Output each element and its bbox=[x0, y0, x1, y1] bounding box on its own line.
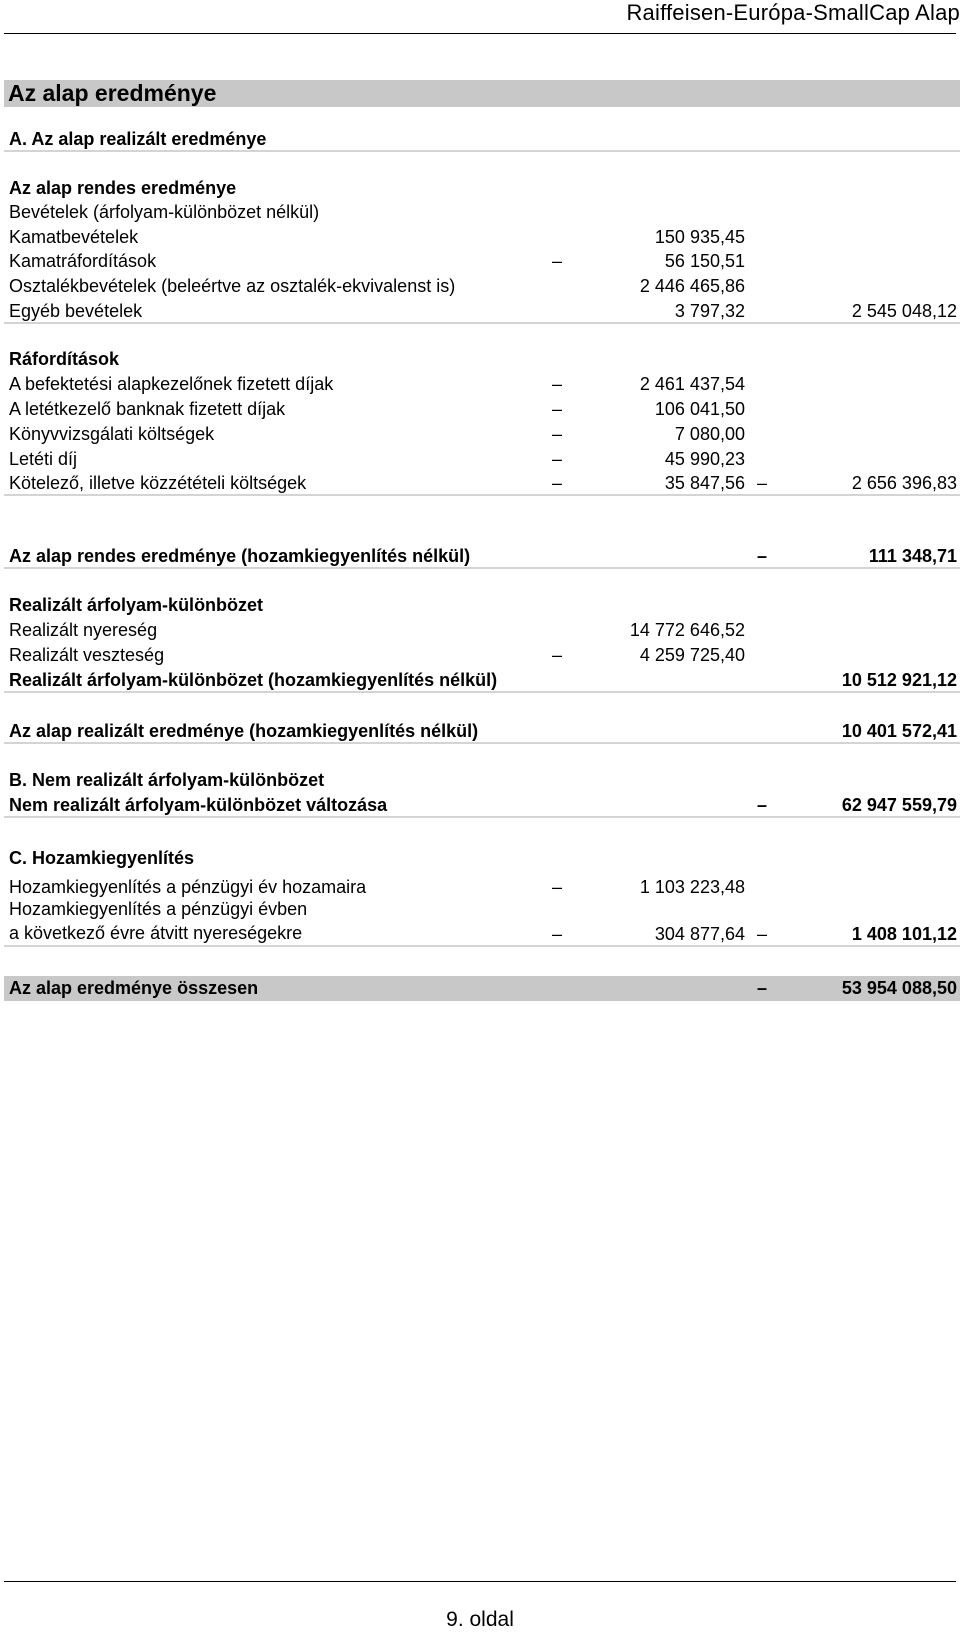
row-label: Hozamkiegyenlítés a pénzügyi év hozamaira bbox=[9, 877, 367, 897]
row-label: Nem realizált árfolyam-különbözet változása bbox=[9, 795, 388, 815]
row-subtotal: 2 545 048,12 bbox=[851, 301, 957, 321]
negative-sign: – bbox=[757, 546, 768, 566]
row-label: Az alap eredménye összesen bbox=[9, 978, 259, 998]
row-subtotal: 62 947 559,79 bbox=[841, 795, 957, 815]
heading-b-unrealized-difference bbox=[4, 767, 960, 793]
row-label: Kamatbevételek bbox=[9, 227, 139, 247]
heading-ordinary-result bbox=[4, 175, 960, 201]
row-subtotal: 10 512 921,12 bbox=[841, 670, 957, 690]
row-label: C. Hozamkiegyenlítés bbox=[9, 848, 195, 868]
row-subtotal: 2 656 396,83 bbox=[851, 473, 957, 493]
negative-sign: – bbox=[757, 795, 768, 815]
row-mandatory-publication-costs bbox=[4, 470, 960, 496]
row-dividend-income bbox=[4, 273, 960, 299]
row-amount: 45 990,23 bbox=[664, 449, 745, 469]
section-title: Az alap eredménye bbox=[4, 80, 960, 107]
row-label: Könyvvizsgálati költségek bbox=[9, 424, 215, 444]
row-label: A letétkezelő banknak fizetett díjak bbox=[9, 399, 286, 419]
row-audit-costs bbox=[4, 421, 960, 447]
heading-realized-difference bbox=[4, 592, 960, 618]
row-other-income bbox=[4, 298, 960, 324]
row-subtotal: 53 954 088,50 bbox=[841, 978, 957, 998]
negative-sign: – bbox=[552, 399, 563, 419]
row-label: Letéti díj bbox=[9, 449, 78, 469]
row-amount: 4 259 725,40 bbox=[639, 645, 745, 665]
heading-a-realized-result bbox=[4, 126, 960, 152]
row-label-line-1: Hozamkiegyenlítés a pénzügyi évben bbox=[9, 899, 308, 919]
row-equalization-carried-forward bbox=[4, 897, 960, 947]
row-label: A. Az alap realizált eredménye bbox=[9, 129, 267, 149]
negative-sign: – bbox=[552, 877, 563, 897]
heading-c-yield-equalization bbox=[4, 845, 960, 871]
row-amount: 35 847,56 bbox=[664, 473, 745, 493]
negative-sign: – bbox=[552, 449, 563, 469]
row-label: Az alap rendes eredménye bbox=[9, 178, 237, 198]
row-label: Az alap realizált eredménye (hozamkiegyenlítés nélkül) bbox=[9, 721, 479, 741]
negative-sign: – bbox=[757, 473, 768, 493]
negative-sign: – bbox=[552, 251, 563, 271]
row-label: Osztalékbevételek (beleértve az osztalék-ekvivalenst is) bbox=[9, 276, 456, 296]
row-amount: 56 150,51 bbox=[664, 251, 745, 271]
header-divider bbox=[4, 33, 956, 34]
row-subtotal: 111 348,71 bbox=[868, 546, 957, 566]
row-label: Bevételek (árfolyam-különbözet nélkül) bbox=[9, 202, 320, 222]
row-label: Realizált árfolyam-különbözet (hozamkiegyenlítés nélkül) bbox=[9, 670, 498, 690]
row-label: Realizált árfolyam-különbözet bbox=[9, 595, 264, 615]
row-interest-expense bbox=[4, 248, 960, 274]
row-subtotal: 1 408 101,12 bbox=[851, 924, 957, 944]
row-realized-gain bbox=[4, 617, 960, 643]
row-label: Kamatráfordítások bbox=[9, 251, 157, 271]
row-label: Az alap rendes eredménye (hozamkiegyenlítés nélkül) bbox=[9, 546, 471, 566]
row-amount: 7 080,00 bbox=[674, 424, 745, 444]
row-amount: 1 103 223,48 bbox=[639, 877, 745, 897]
negative-sign: – bbox=[552, 924, 563, 944]
row-label-line-2: a következő évre átvitt nyereségekre bbox=[9, 923, 303, 943]
row-label: A befektetési alapkezelőnek fizetett díjak bbox=[9, 374, 334, 394]
heading-expenses bbox=[4, 346, 960, 372]
negative-sign: – bbox=[757, 924, 768, 944]
row-realized-loss bbox=[4, 642, 960, 668]
row-amount: 2 446 465,86 bbox=[639, 276, 745, 296]
row-custodian-fees bbox=[4, 396, 960, 422]
row-amount: 3 797,32 bbox=[674, 301, 745, 321]
negative-sign: – bbox=[552, 424, 563, 444]
row-grand-total bbox=[4, 976, 960, 1001]
negative-sign: – bbox=[552, 645, 563, 665]
negative-sign: – bbox=[757, 978, 768, 998]
row-amount: 14 772 646,52 bbox=[629, 620, 745, 640]
row-label: Egyéb bevételek bbox=[9, 301, 143, 321]
row-amount: 2 461 437,54 bbox=[639, 374, 745, 394]
row-label: Realizált veszteség bbox=[9, 645, 165, 665]
row-ordinary-result-total bbox=[4, 543, 960, 569]
row-label: B. Nem realizált árfolyam-különbözet bbox=[9, 770, 325, 790]
row-label bbox=[9, 897, 307, 945]
row-custody-fee bbox=[4, 446, 960, 472]
row-subtotal: 10 401 572,41 bbox=[841, 721, 957, 741]
row-amount: 106 041,50 bbox=[654, 399, 745, 419]
fund-name-header: Raiffeisen-Európa-SmallCap Alap bbox=[626, 0, 960, 25]
row-fund-manager-fees bbox=[4, 371, 960, 397]
row-revenues bbox=[4, 199, 960, 225]
row-realized-difference-total bbox=[4, 667, 960, 693]
negative-sign: – bbox=[552, 374, 563, 394]
row-label: Realizált nyereség bbox=[9, 620, 158, 640]
row-label: Kötelező, illetve közzétételi költségek bbox=[9, 473, 307, 493]
row-realized-result-total bbox=[4, 718, 960, 744]
page-number: 9. oldal bbox=[446, 1608, 514, 1631]
negative-sign: – bbox=[552, 473, 563, 493]
row-interest-income bbox=[4, 224, 960, 250]
row-unrealized-change bbox=[4, 792, 960, 818]
row-label: Ráfordítások bbox=[9, 349, 120, 369]
row-amount: 150 935,45 bbox=[654, 227, 745, 247]
footer-divider bbox=[4, 1581, 956, 1582]
row-amount: 304 877,64 bbox=[654, 924, 745, 944]
